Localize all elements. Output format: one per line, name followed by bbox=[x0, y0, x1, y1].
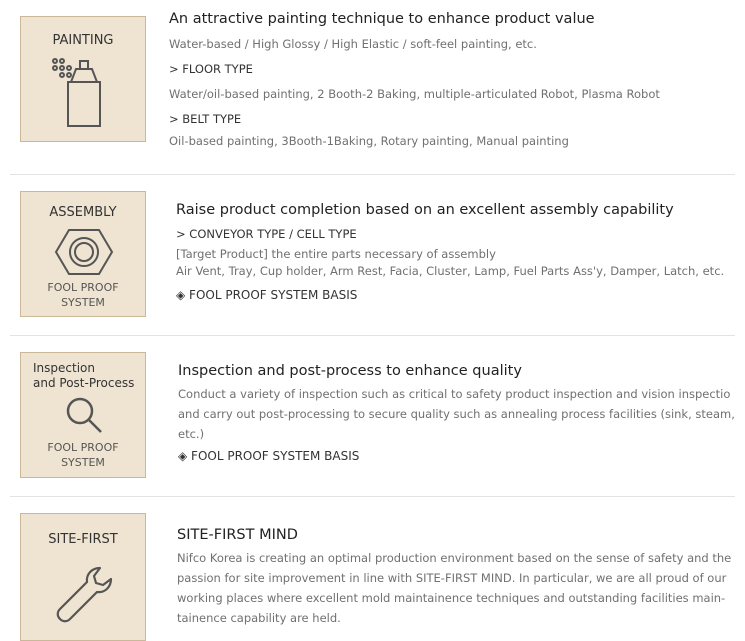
magnifier-icon bbox=[65, 396, 105, 436]
assembly-icon-box bbox=[20, 191, 146, 317]
site-first-para-line: working places where excellent mold maintainence techniques and outstanding facilities main- bbox=[177, 591, 726, 605]
inspection-title: Inspection and post-process to enhance quality bbox=[178, 363, 522, 379]
inspection-para-line: etc.) bbox=[178, 427, 205, 441]
wrench-icon bbox=[54, 564, 114, 624]
assembly-label: ASSEMBLY bbox=[49, 205, 117, 220]
painting-title: An attractive painting technique to enhance product value bbox=[169, 11, 595, 27]
inspection-para-line: and carry out post-processing to secure quality such as annealing process facilities (sink, steam, bbox=[178, 407, 735, 421]
site-first-content bbox=[177, 527, 732, 628]
conveyor-type-heading: > CONVEYOR TYPE / CELL TYPE bbox=[176, 227, 357, 241]
inspection-para-line: Conduct a variety of inspection such as critical to safety product inspection and vision inspectio bbox=[178, 387, 731, 401]
floor-type-heading: > FLOOR TYPE bbox=[169, 62, 253, 76]
site-first-para-line: tainence capability are held. bbox=[177, 611, 341, 625]
assembly-fool-proof-1: FOOL PROOF bbox=[47, 281, 119, 294]
site-first-para-line: passion for site improvement in line with SITE-FIRST MIND. In particular, we are all proud of our bbox=[177, 571, 727, 585]
assembly-basis: ◈ FOOL PROOF SYSTEM BASIS bbox=[176, 288, 358, 302]
assembly-fool-proof-2: SYSTEM bbox=[61, 296, 105, 309]
divider bbox=[10, 335, 735, 336]
site-first-para-line: Nifco Korea is creating an optimal production environment based on the sense of safety and the bbox=[177, 551, 732, 565]
site-first-label: SITE-FIRST bbox=[48, 532, 118, 547]
assembly-title: Raise product completion based on an excellent assembly capability bbox=[176, 202, 674, 218]
site-first-paragraph bbox=[177, 548, 732, 628]
site-first-icon-box bbox=[20, 513, 146, 641]
inspection-label-1: Inspection bbox=[33, 361, 95, 375]
painting-icon-box bbox=[20, 16, 146, 142]
inspection-basis: ◈ FOOL PROOF SYSTEM BASIS bbox=[178, 449, 360, 463]
hex-nut-icon bbox=[54, 227, 114, 277]
belt-type-heading: > BELT TYPE bbox=[169, 112, 242, 126]
painting-label: PAINTING bbox=[52, 33, 114, 48]
painting-content bbox=[169, 11, 660, 148]
spray-can-icon bbox=[51, 57, 111, 129]
belt-type-text: Oil-based painting, 3Booth-1Baking, Rotary painting, Manual painting bbox=[169, 134, 569, 148]
assembly-content bbox=[176, 202, 724, 302]
painting-desc: Water-based / High Glossy / High Elastic / soft-feel painting, etc. bbox=[169, 37, 537, 51]
inspection-label-2: and Post-Process bbox=[33, 376, 135, 390]
parts-line: Air Vent, Tray, Cup holder, Arm Rest, Facia, Cluster, Lamp, Fuel Parts Ass'y, Damper, Latch, etc. bbox=[176, 264, 725, 278]
inspection-fool-proof-1: FOOL PROOF bbox=[47, 441, 119, 454]
floor-type-text: Water/oil-based painting, 2 Booth-2 Baking, multiple-articulated Robot, Plasma Robot bbox=[169, 87, 660, 101]
inspection-fool-proof-2: SYSTEM bbox=[61, 456, 105, 469]
site-first-title: SITE-FIRST MIND bbox=[177, 527, 298, 543]
inspection-content bbox=[178, 363, 735, 463]
inspection-icon-box bbox=[20, 352, 146, 478]
divider bbox=[10, 496, 735, 497]
divider bbox=[10, 174, 735, 175]
target-product-line: [Target Product] the entire parts necessary of assembly bbox=[176, 247, 496, 261]
inspection-paragraph bbox=[178, 384, 735, 444]
